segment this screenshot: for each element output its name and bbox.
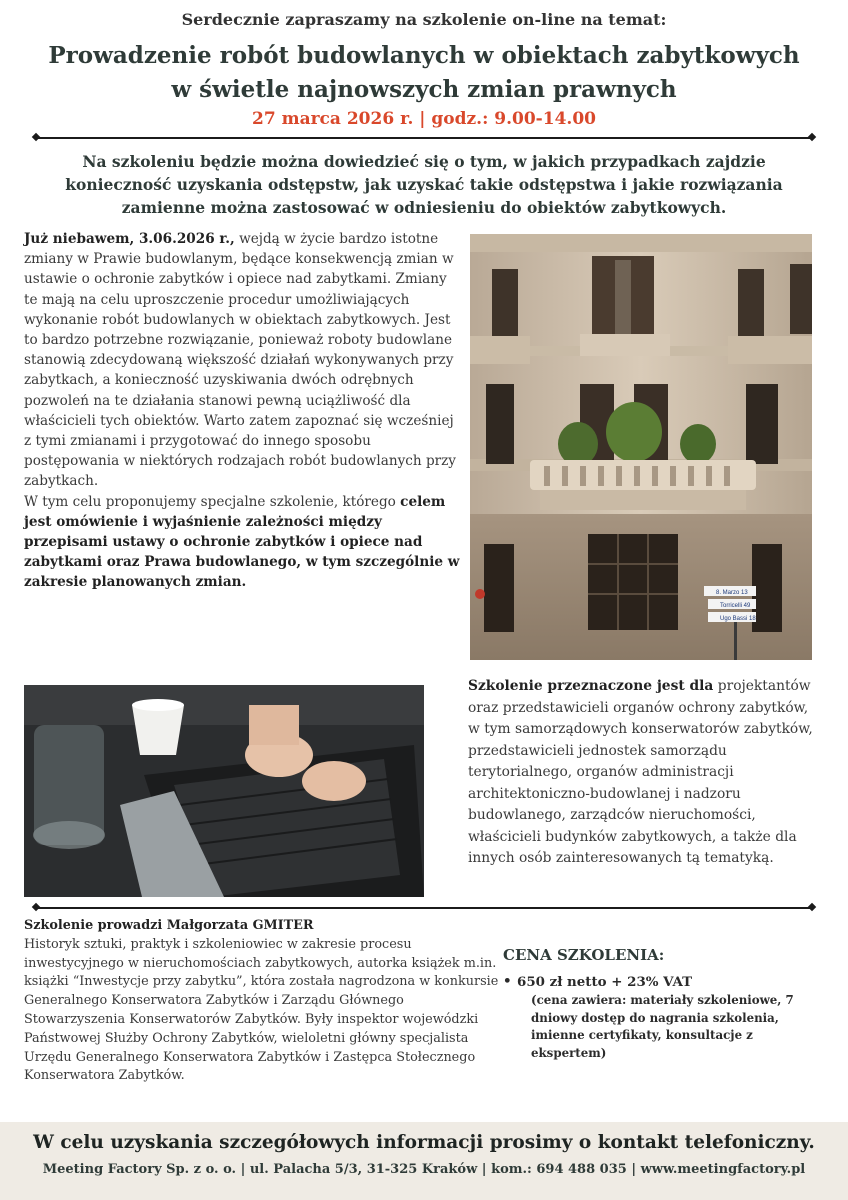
main-description: [24, 229, 464, 593]
historic-building-photo: [470, 234, 812, 660]
audience-text: projektantów oraz przedstawicieli organów ochrony zabytków, w tym samorządowych konserwatorów zabytków, przedstawicieli jednostek samorządu terytorialnego, organów administracji architektoniczno-budowlanej i nadzoru budowlanego, zarządców nieruchomości, właścicieli budynków zabytkowych, a także dla innych osób zainteresowanych tą tematyką.: [468, 678, 813, 866]
description-para-2: W tym celu proponujemy specjalne szkolenie, którego: [24, 493, 401, 510]
price-amount: • 650 zł netto + 23% VAT: [503, 974, 803, 990]
price-list: [503, 974, 803, 1062]
laptop-typing-photo: [24, 685, 424, 897]
street-sign-3: Ugo Bassi 18: [720, 616, 756, 622]
trainer-bio: Historyk sztuki, praktyk i szkoleniowiec w zakresie procesu inwestycyjnego w nieruchomościach zabytkowych, autorka książek m.in. książki “Inwestycje przy zabytku”, która została nagrodzona w konkursie Generalnego Konserwatora Zabytków i Zarządu Głównego Stowarzyszenia Konserwatorów Zabytków. Były inspektor wojewódzki Państwowej Służby Ochrony Zabytków, wieloletni główny specjalista Urzędu Generalnego Konserwatora Zabytków i Zastępca Stołecznego Konserwatora Zabytków.: [24, 936, 499, 1084]
kicker-text: Serdecznie zapraszamy na szkolenie on-line na temat:: [181, 10, 667, 29]
street-sign-1: 8. Marzo 13: [716, 590, 748, 596]
description-para-1: wejdą w życie bardzo istotne zmiany w Prawie budowlanym, będące konsekwencją zmian w ustawie o ochronie zabytków i opiece nad zabytkami. Zmiany te mają na celu uproszczenie procedur umożliwiających wykonanie robót budowlanych w obiektach zabytkowych. Jest to bardzo potrzebne rozwiązanie, ponieważ roboty budowlane stanowią zdecydowaną większość działań wykonywanych przy zabytkach, a konieczność uzyskiwania dwóch odrębnych pozwoleń na te działania stanowi pewną uciążliwość dla właścicieli tych obiektów. Warto zatem zapoznać się wcześniej z tymi zmianami i przygotować do innego sposobu postępowania w niektórych rodzajach robót budowlanych przy zabytkach.: [24, 231, 456, 490]
intro-summary: Na szkoleniu będzie można dowiedzieć się o tym, w jakich przypadkach zajdzie konieczność uzyskania odstępstw, jak uzyskać takie odstępstwa i jakie rozwiązania zamienne można zastosować w odniesieniu do obiektów zabytkowych.: [65, 152, 783, 217]
title-line-2: w świetle najnowszych zmian prawnych: [171, 76, 677, 103]
title-line-1: Prowadzenie robót budowlanych w obiektach zabytkowych: [48, 42, 800, 69]
company-contact-info: Meeting Factory Sp. z o. o. | ul. Palacha 5/3, 31-325 Kraków | kom.: 694 488 035 | www.meetingfactory.pl: [42, 1162, 806, 1177]
middle-divider: [36, 907, 812, 909]
top-divider: [36, 137, 812, 139]
trainer-section: [24, 917, 504, 1086]
training-goal: celem jest omówienie i wyjaśnienie zależności między przepisami ustawy o ochronie zabytków i opiece nad zabytkami oraz Prawa budowlanego, w tym szczególnie w zakresie planowanych zmian.: [24, 493, 460, 591]
audience-lead: Szkolenie przeznaczone jest dla: [468, 678, 714, 694]
event-date-time: 27 marca 2026 r. | godz.: 9.00-14.00: [252, 109, 596, 129]
price-heading: CENA SZKOLENIA:: [503, 946, 665, 964]
street-sign-2: Torricelli 49: [720, 603, 751, 609]
contact-call-to-action: W celu uzyskania szczegółowych informacji prosimy o kontakt telefoniczny.: [33, 1132, 815, 1153]
price-includes-note: (cena zawiera: materiały szkoleniowe, 7 dniowy dostęp do nagrania szkolenia, imienne certyfikaty, konsultacje z ekspertem): [531, 993, 794, 1060]
trainer-name: Szkolenie prowadzi Małgorzata GMITER: [24, 918, 314, 933]
lead-date: Już niebawem, 3.06.2026 r.,: [24, 231, 235, 247]
target-audience: [468, 676, 820, 870]
